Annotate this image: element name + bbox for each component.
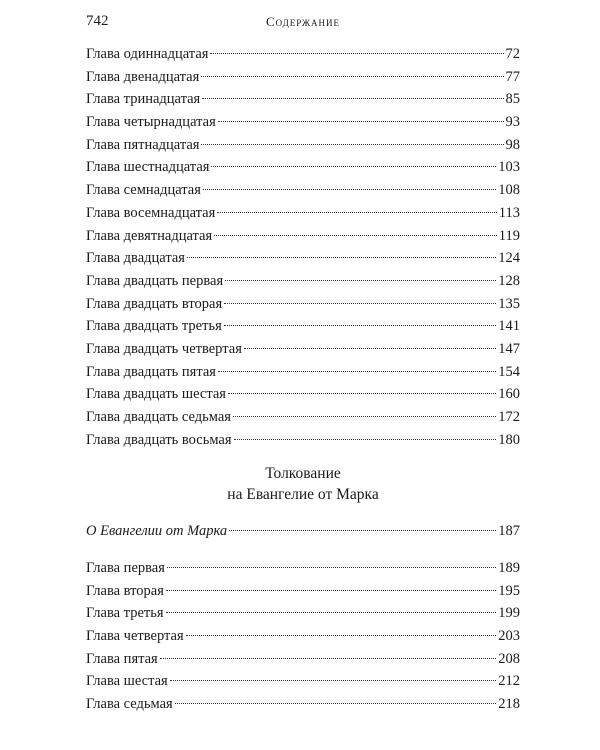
toc-entry [86, 43, 520, 66]
toc-dot-leader [228, 393, 496, 394]
toc-entry-page: 141 [498, 318, 520, 335]
toc-dot-leader [202, 98, 503, 99]
toc-dot-leader [170, 680, 497, 681]
toc-entry [86, 315, 520, 338]
toc-entry-page: 103 [498, 159, 520, 176]
toc-entry-title: О Евангелии от Марка [86, 523, 228, 539]
toc-dot-leader [225, 280, 496, 281]
toc-entry-title: Глава шестнадцатая [86, 159, 210, 176]
toc-dot-leader [175, 703, 497, 704]
toc-entry [86, 134, 520, 157]
toc-entry-title: Глава семнадцатая [86, 182, 201, 199]
toc-entry-page: 77 [505, 68, 520, 85]
toc-entry [86, 225, 520, 248]
toc-list-part2 [86, 557, 520, 716]
toc-entry-page: 154 [498, 363, 520, 380]
toc-dot-leader [160, 658, 497, 659]
toc-entry-title: Глава двенадцатая [86, 68, 200, 85]
toc-entry-title: Глава четвертая [86, 628, 184, 645]
toc-entry [86, 66, 520, 89]
page-number: 742 [86, 13, 109, 29]
toc-entry-title: Глава пятая [86, 650, 158, 667]
toc-dot-leader [166, 590, 496, 591]
toc-entry-title: Глава тринадцатая [86, 91, 201, 108]
toc-entry-title: Глава двадцать пятая [86, 363, 216, 380]
toc-entry-page: 98 [505, 136, 520, 153]
toc-dot-leader [166, 612, 497, 613]
toc-entry-page: 203 [498, 628, 520, 645]
page-header [86, 13, 520, 35]
toc-dot-leader [201, 76, 503, 77]
toc-entry [86, 338, 520, 361]
toc-entry-title: Глава двадцать седьмая [86, 409, 231, 425]
toc-dot-leader [203, 189, 496, 190]
toc-list-part1 [86, 43, 520, 451]
toc-entry-page: 113 [498, 204, 520, 221]
section-heading [86, 463, 520, 505]
toc-entry [86, 293, 520, 316]
toc-entry [86, 88, 520, 111]
toc-entry-page: 119 [498, 227, 520, 244]
toc-entry-page: 172 [498, 409, 520, 425]
toc-dot-leader [186, 635, 497, 636]
toc-entry-page: 160 [498, 386, 520, 403]
toc-entry-page: 180 [498, 431, 520, 448]
toc-entry-page: 208 [498, 650, 520, 667]
toc-entry-page: 189 [498, 560, 520, 576]
toc-entry [86, 580, 520, 603]
toc-entry-title: Глава третья [86, 605, 164, 622]
toc-entry [86, 270, 520, 293]
toc-entry-title: Глава шестая [86, 673, 168, 690]
toc-entry [86, 383, 520, 406]
toc-entry-page: 212 [498, 673, 520, 690]
toc-dot-leader [167, 567, 496, 568]
toc-dot-leader [218, 371, 496, 372]
toc-entry-title: Глава первая [86, 560, 165, 576]
toc-entry-page: 108 [498, 182, 520, 199]
toc-entry-page: 128 [498, 272, 520, 289]
toc-entry [86, 202, 520, 225]
toc-entry-title: Глава вторая [86, 582, 164, 599]
toc-dot-leader [224, 325, 497, 326]
toc-entry-title: Глава восемнадцатая [86, 204, 216, 221]
toc-entry [86, 179, 520, 202]
toc-entry [86, 156, 520, 179]
toc-entry [86, 670, 520, 693]
toc-entry [86, 111, 520, 134]
toc-dot-leader [234, 439, 497, 440]
toc-entry-title: Глава двадцать четвертая [86, 340, 242, 357]
toc-dot-leader [187, 257, 496, 258]
toc-entry-title: Глава седьмая [86, 696, 173, 713]
toc-entry-page: 124 [498, 250, 520, 267]
toc-entry [86, 602, 520, 625]
toc-entry-page: 85 [505, 91, 520, 108]
toc-list-intro [86, 520, 520, 543]
toc-entry-page: 187 [498, 523, 520, 539]
toc-entry [86, 648, 520, 671]
toc-entry [86, 361, 520, 384]
toc-dot-leader [214, 235, 497, 236]
section-heading-line2: на Евангелие от Марка [227, 486, 379, 503]
toc-entry-title: Глава двадцать восьмая [86, 431, 232, 448]
toc-entry-page: 72 [505, 46, 520, 62]
toc-entry-title: Глава двадцать первая [86, 272, 224, 289]
toc-entry-title: Глава двадцать шестая [86, 386, 226, 403]
toc-entry-title: Глава четырнадцатая [86, 114, 216, 131]
toc-entry-page: 93 [505, 114, 520, 131]
toc-entry-title: Глава девятнадцатая [86, 227, 213, 244]
toc-entry-page: 195 [498, 582, 520, 599]
toc-entry [86, 693, 520, 716]
toc-entry-title: Глава двадцатая [86, 250, 185, 267]
toc-dot-leader [217, 212, 497, 213]
toc-entry [86, 557, 520, 580]
toc-dot-leader [211, 166, 496, 167]
running-title: Содержание [265, 14, 341, 29]
toc-dot-leader [210, 53, 503, 54]
toc-dot-leader [218, 121, 504, 122]
toc-entry-title: Глава двадцать третья [86, 318, 222, 335]
toc-entry-page: 199 [498, 605, 520, 622]
section-heading-line1: Толкование [265, 465, 341, 482]
toc-entry-page: 147 [498, 340, 520, 357]
toc-entry-title: Глава пятнадцатая [86, 136, 200, 153]
toc-dot-leader [224, 303, 496, 304]
toc-dot-leader [229, 530, 496, 531]
toc-dot-leader [233, 416, 496, 417]
toc-entry [86, 406, 520, 429]
toc-entry [86, 520, 520, 543]
toc-dot-leader [201, 144, 503, 145]
toc-entry-page: 135 [498, 295, 520, 312]
toc-entry [86, 247, 520, 270]
toc-entry [86, 625, 520, 648]
toc-entry [86, 429, 520, 452]
toc-entry-page: 218 [498, 696, 520, 713]
toc-dot-leader [244, 348, 496, 349]
toc-entry-title: Глава двадцать вторая [86, 295, 223, 312]
toc-entry-title: Глава одиннадцатая [86, 46, 209, 62]
